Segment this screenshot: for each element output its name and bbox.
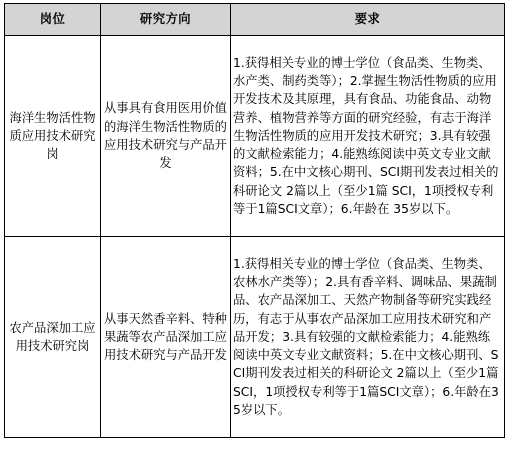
job-requirements-table xyxy=(4,3,505,438)
table-row xyxy=(5,237,505,438)
header-row xyxy=(5,4,505,36)
direction-cell: 从事天然香辛料、特种果蔬等农产品深加工应用技术研究与产品开发 xyxy=(101,237,231,438)
requirements-cell: 1.获得相关专业的博士学位（食品类、生物类、水产类、制药类等）；2.掌握生物活性物质的应用开发技术及其原理，具有食品、功能食品、动物营养、植物营养等方面的研究经验，有志于海洋生物活性物质的应用开发技术研究；3.具有较强的文献检索能力；4.能熟练阅读中英文专业文献资料；5.在中文核心期刊、SCI期刊发表过相关的科研论文 2篇以上（至少1篇 SCI，1项授权专利等于1篇SCI文章）；6.年龄在 35岁以下。 xyxy=(231,36,505,237)
header-post: 岗位 xyxy=(5,4,101,36)
post-cell: 海洋生物活性物质应用技术研究岗 xyxy=(5,36,101,237)
post-cell: 农产品深加工应用技术研究岗 xyxy=(5,237,101,438)
header-requirements: 要求 xyxy=(231,4,505,36)
table-body xyxy=(5,36,505,438)
direction-cell: 从事具有食用医用价值的海洋生物活性物质的应用技术研究与产品开发 xyxy=(101,36,231,237)
table-row xyxy=(5,36,505,237)
requirements-cell: 1.获得相关专业的博士学位（食品类、生物类、农林水产类等）；2.具有香辛料、调味品、果蔬制品、农产品深加工、天然产物制备等研究实践经历，有志于从事农产品深加工应用技术研究和产品开发；3.具有较强的文献检索能力；4.能熟练阅读中英文专业文献资料；5.在中文核心期刊、SCI期刊发表过相关的科研论文 2篇以上（至少1篇 SCI，1项授权专利等于1篇SCI文章）；6.年龄在35岁以下。 xyxy=(231,237,505,438)
table-header xyxy=(5,4,505,36)
header-direction: 研究方向 xyxy=(101,4,231,36)
